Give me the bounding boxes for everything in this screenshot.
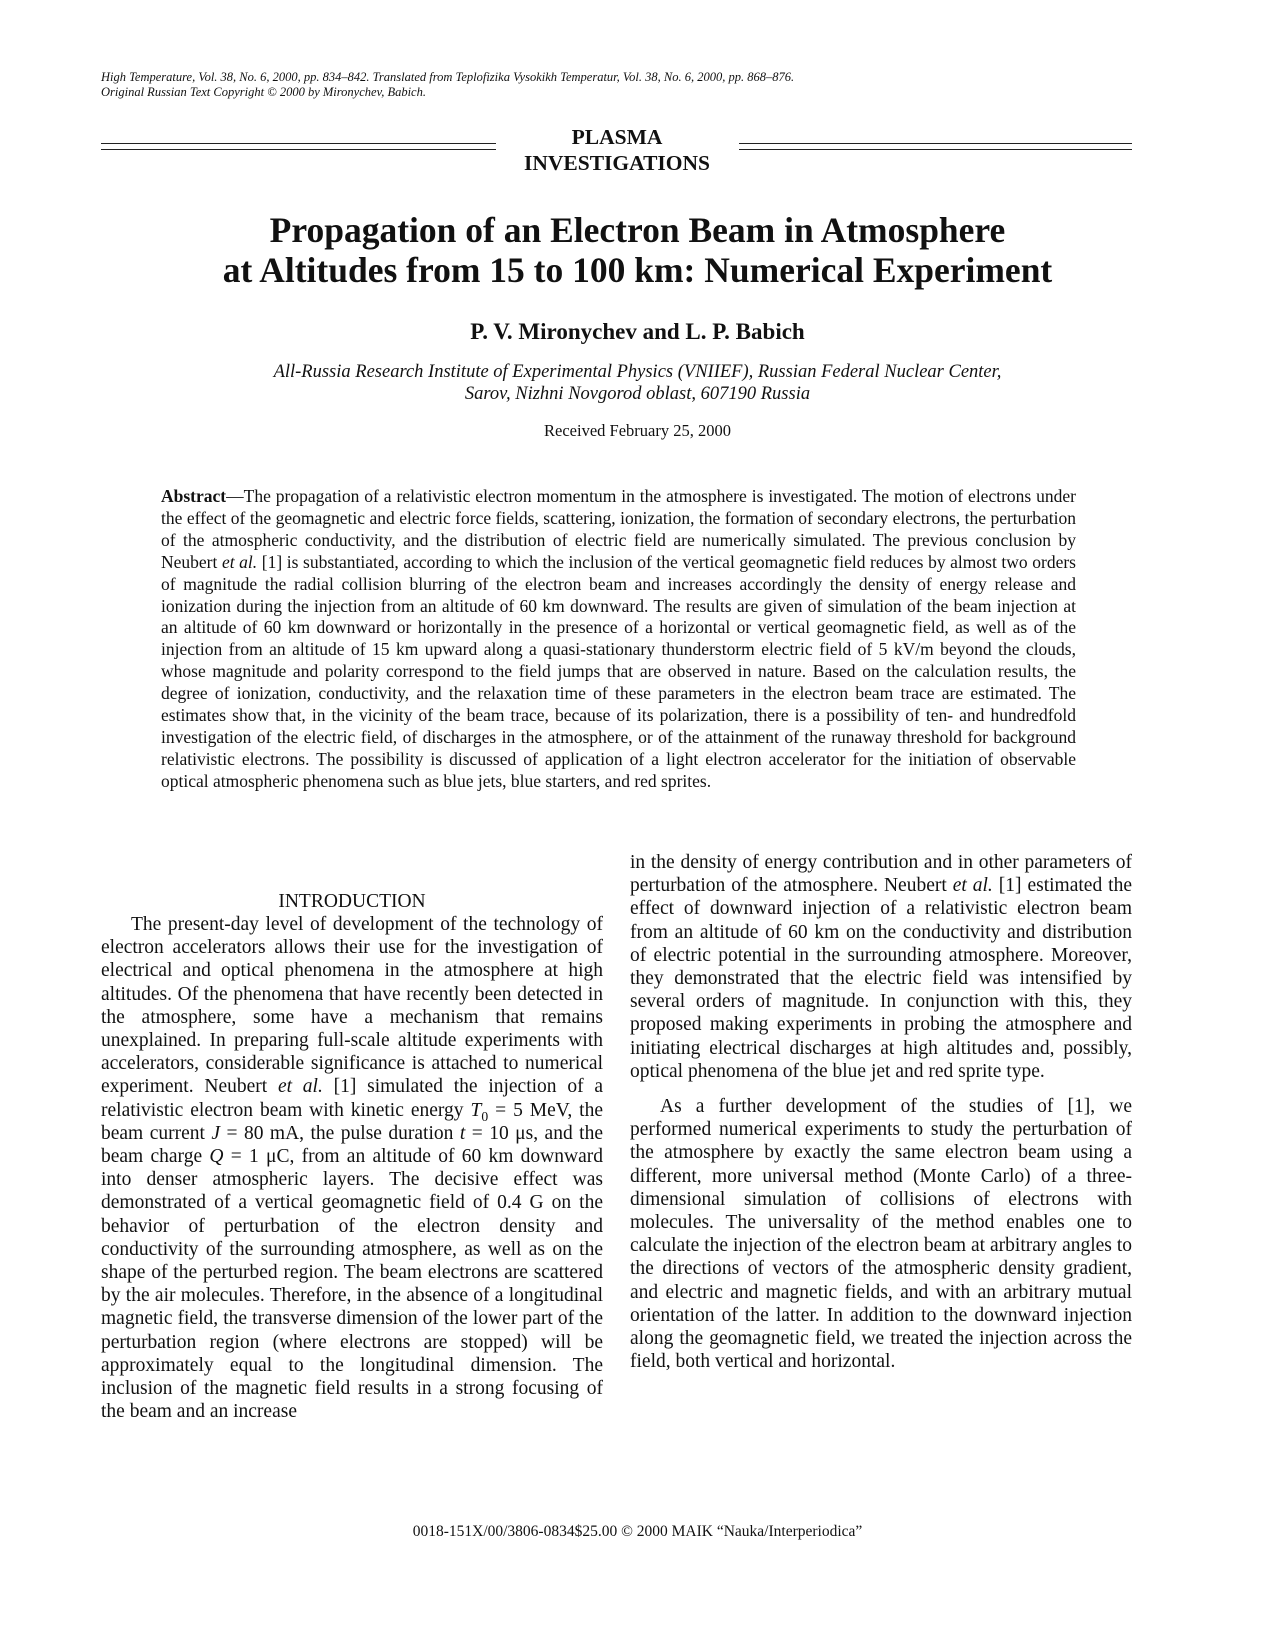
section-rule-left — [101, 143, 496, 150]
intro-text-b: [1] simulated the injection of a relativistic electron beam with kinetic energy — [101, 1076, 603, 1121]
right-column — [630, 851, 1132, 1373]
received-date: Received February 25, 2000 — [544, 421, 731, 440]
paper-title — [100, 210, 1175, 290]
symbol-t: t — [459, 1122, 466, 1144]
left-column — [101, 890, 603, 1423]
intro-text-e: = 10 μs, and the beam charge — [101, 1122, 603, 1168]
journal-citation — [101, 70, 1181, 100]
abstract-text-1: —The propagation of a relativistic electron momentum in the atmosphere is investigated. The motion of electrons under the effect of the geomagnetic and electric force fields, scattering, ionization, the formation of secondary electrons, the perturbation of the atmospheric conductivity, and the distribution of electric field are numerically simulated. The previous conclusion by Neubert — [161, 486, 1076, 572]
abstract-etal: et al. — [221, 551, 258, 572]
intro-paragraph-1-continued — [630, 851, 1132, 1083]
title-line-2: at Altitudes from 15 to 100 km: Numerical Experiment — [222, 250, 1053, 290]
symbol-T: T — [470, 1099, 482, 1121]
citation-line-1: High Temperature, Vol. 38, No. 6, 2000, pp. 834–842. Translated from Teplofizika Vysokikh Temperatur, Vol. 38, No. 6, 2000, pp. 868–876. — [101, 70, 795, 84]
intro-etal: et al. — [277, 1076, 323, 1098]
intro-text-f: = 1 μC, from an altitude of 60 km downward into denser atmospheric layers. The decisive effect was demonstrated of a vertical geomagnetic field of 0.4 G on the behavior of perturbation of the electron density and conductivity of the surrounding atmosphere, as well as on the shape of the perturbed region. The beam electrons are scattered by the air molecules. Therefore, in the absence of a longitudinal magnetic field, the transverse dimension of the lower part of the perturbation region (where electrons are stopped) will be approximately equal to the longitudinal dimension. The inclusion of the magnetic field results in a strong focusing of the beam and an increase — [101, 1146, 603, 1423]
affiliation — [100, 361, 1175, 405]
title-line-1: Propagation of an Electron Beam in Atmosphere — [269, 210, 1006, 250]
symbol-Q: Q — [209, 1146, 224, 1168]
intro-right-text-a: in the density of energy contribution and in other parameters of perturbation of the atmosphere. Neubert — [630, 852, 1132, 897]
section-label-line-2: INVESTIGATIONS — [524, 151, 710, 175]
affiliation-line-2: Sarov, Nizhni Novgorod oblast, 607190 Russia — [464, 384, 811, 404]
abstract-label: Abstract — [161, 486, 227, 506]
affiliation-line-1: All-Russia Research Institute of Experimental Physics (VNIIEF), Russian Federal Nuclear Center, — [273, 362, 1002, 382]
authors: P. V. Mironychev and L. P. Babich — [470, 319, 805, 344]
intro-paragraph-1 — [101, 913, 603, 1423]
section-label — [497, 124, 737, 176]
intro-paragraph-2: As a further development of the studies of [1], we performed numerical experiments to study the perturbation of the atmosphere by exactly the same electron beam using a different, more universal method (Monte Carlo) of a three-dimensional simulation of collisions of electrons with molecules. The universality of the method enables one to calculate the injection of the electron beam at arbitrary angles to the directions of vectors of the atmospheric density gradient, and electric and magnetic fields, and with an arbitrary mutual orientation of the latter. In addition to the downward injection along the geomagnetic field, we treated the injection across the field, both vertical and horizontal. — [630, 1096, 1132, 1373]
section-rule-right — [739, 143, 1132, 150]
symbol-J: J — [211, 1122, 221, 1144]
section-label-line-1: PLASMA — [571, 125, 663, 149]
intro-text-c: = 5 MeV, the beam current — [101, 1099, 603, 1144]
subscript-0: 0 — [481, 1108, 489, 1124]
intro-text-d: = 80 mA, the pulse duration — [220, 1122, 460, 1144]
abstract-text-2: [1] is substantiated, according to which the inclusion of the vertical geomagnetic field reduces by almost two orders of magnitude the radial collision blurring of the electron beam and increases accordingly the density of energy release and ionization during the injection from an altitude of 60 km downward. The results are given of simulation of the beam injection at an altitude of 60 km downward or horizontally in the presence of a horizontal or vertical geomagnetic field, as well as of the injection from an altitude of 15 km upward along a quasi-stationary thunderstorm electric field of 5 kV/m beyond the clouds, whose magnitude and polarity correspond to the field jumps that are observed in nature. Based on the calculation results, the degree of ionization, conductivity, and the relaxation time of these parameters in the electron beam trace are estimated. The estimates show that, in the vicinity of the beam trace, because of its polarization, there is a possibility of ten- and hundredfold investigation of the electric field, of discharges in the atmosphere, or of the attainment of the runaway threshold for background relativistic electrons. The possibility is discussed of application of a light electron accelerator for the initiation of observable optical atmospheric phenomena such as blue jets, blue starters, and red sprites. — [161, 551, 1076, 791]
intro-right-text-b: [1] estimated the effect of downward injection of a relativistic electron beam from an altitude of 60 km on the conductivity and distribution of electric potential in the surrounding atmosphere. Moreover, they demonstrated that the electric field was intensified by several orders of magnitude. In conjunction with this, they proposed making experiments in probing the atmosphere and initiating electrical discharges at high altitudes and, possibly, optical phenomena of the blue jet and red sprite type. — [630, 875, 1132, 1082]
introduction-heading: INTRODUCTION — [278, 891, 426, 912]
citation-line-2: Original Russian Text Copyright © 2000 by Mironychev, Babich. — [101, 85, 426, 99]
copyright-footer: 0018-151X/00/3806-0834$25.00 © 2000 MAIK “Nauka/Interperiodica” — [412, 1523, 863, 1540]
intro-right-etal: et al. — [952, 875, 993, 897]
abstract — [161, 486, 1076, 793]
intro-text-a: The present-day level of development of the technology of electron accelerators allows their use for the investigation of electrical and optical phenomena in the atmosphere at high altitudes. Of the phenomena that have recently been detected in the atmosphere, some have a mechanism that remains unexplained. In preparing full-scale altitude experiments with accelerators, considerable significance is attached to numerical experiment. Neubert — [101, 914, 603, 1098]
